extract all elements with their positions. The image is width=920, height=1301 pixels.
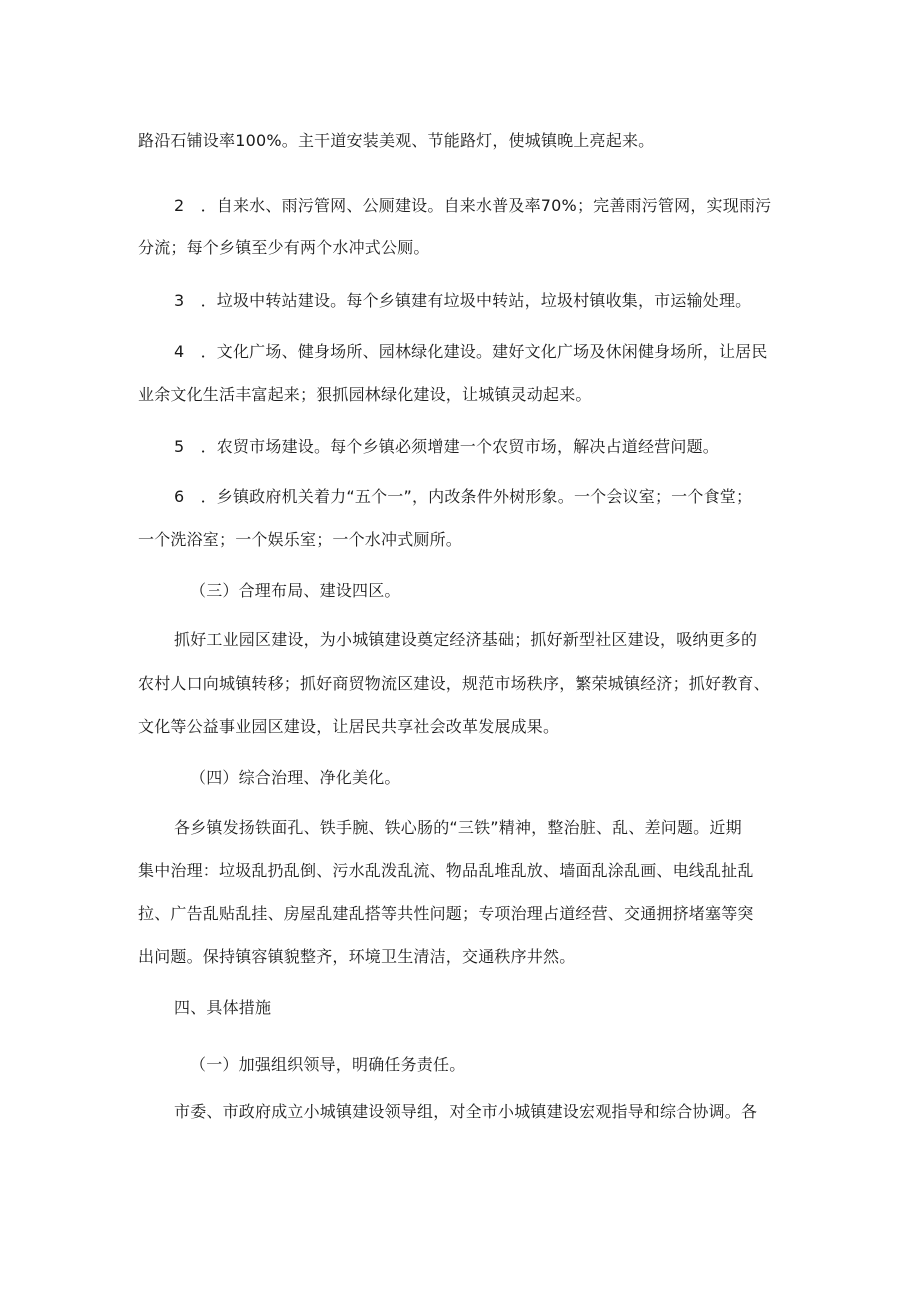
text-line: 路沿石铺设率100%。主干道安装美观、节能路灯，使城镇晚上亮起来。 [138,131,655,150]
text-line: 业余文化生活丰富起来；狠抓园林绿化建设，让城镇灵动起来。 [138,385,592,404]
text-line: 6 ．乡镇政府机关着力“五个一”，内改条件外树形象。一个会议室；一个食堂； [174,487,753,506]
text-line: 4 ．文化广场、健身场所、园林绿化建设。建好文化广场及休闲健身场所，让居民 [174,342,768,361]
text-line: 2 ．自来水、雨污管网、公厕建设。自来水普及率70%；完善雨污管网，实现雨污 [174,196,772,215]
text-line: 各乡镇发扬铁面孔、铁手腕、铁心肠的“三铁”精神，整治脏、乱、差问题。近期 [174,818,742,837]
text-line: 5 ．农贸市场建设。每个乡镇必须增建一个农贸市场，解决占道经营问题。 [174,437,719,456]
section-heading: （三）合理布局、建设四区。 [190,581,401,600]
text-line: 文化等公益事业园区建设，让居民共享社会改革发展成果。 [138,717,560,736]
text-line: 抓好工业园区建设，为小城镇建设奠定经济基础；抓好新型社区建设，吸纳更多的 [174,630,758,649]
text-line: 一个洗浴室；一个娱乐室；一个水冲式厕所。 [138,530,463,549]
text-line: 分流；每个乡镇至少有两个水冲式公厕。 [138,238,430,257]
text-line: 拉、广告乱贴乱挂、房屋乱建乱搭等共性问题；专项治理占道经营、交通拥挤堵塞等突 [138,904,754,923]
text-line: 集中治理：垃圾乱扔乱倒、污水乱泼乱流、物品乱堆乱放、墙面乱涂乱画、电线乱扯乱 [138,861,754,880]
section-heading: （一）加强组织领导，明确任务责任。 [190,1055,466,1074]
section-heading: 四、具体措施 [174,998,272,1017]
text-line: 3 ．垃圾中转站建设。每个乡镇建有垃圾中转站，垃圾村镇收集，市运输处理。 [174,291,752,310]
text-line: 出问题。保持镇容镇貌整齐，环境卫生清洁，交通秩序井然。 [138,947,576,966]
text-line: 市委、市政府成立小城镇建设领导组，对全市小城镇建设宏观指导和综合协调。各 [174,1102,758,1121]
section-heading: （四）综合治理、净化美化。 [190,768,401,787]
text-line: 农村人口向城镇转移；抓好商贸物流区建设，规范市场秩序，繁荣城镇经济；抓好教育、 [138,674,770,693]
